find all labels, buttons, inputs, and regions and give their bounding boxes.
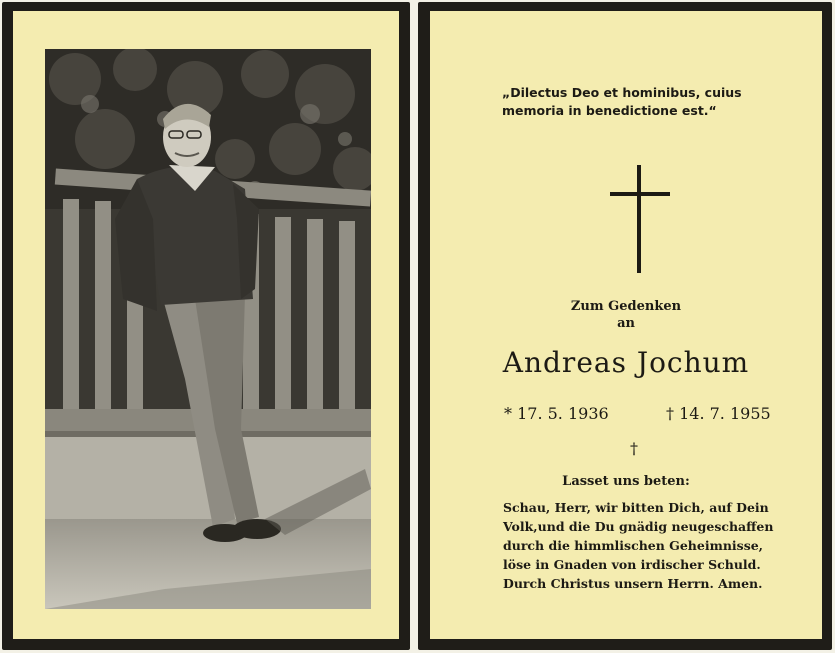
prayer-text <box>503 498 793 593</box>
quote-line: „Dilectus Deo et hominibus, cuius <box>502 85 742 100</box>
memorial-photo <box>45 49 371 609</box>
birth-date: * 17. 5. 1936 <box>504 404 609 423</box>
card-paper-left <box>13 11 399 639</box>
prayer-line: Schau, Herr, wir bitten Dich, auf Dein <box>503 500 769 515</box>
prayer-line: Durch Christus unsern Herrn. Amen. <box>503 576 763 591</box>
death-date: † 14. 7. 1955 <box>666 404 771 423</box>
photo-illustration <box>45 49 371 609</box>
prayer-title: Lasset uns beten: <box>562 474 690 489</box>
prayer-line: löse in Gnaden von irdischer Schuld. <box>503 557 761 572</box>
prayer-line: durch die himmlischen Geheimnisse, <box>503 538 764 553</box>
memorial-heading: Zum Gedenken <box>570 299 682 314</box>
memorial-card-left <box>2 2 410 650</box>
memorial-heading-an: an <box>617 316 635 331</box>
cross-icon <box>610 165 670 273</box>
deceased-name: Andreas Jochum <box>502 346 750 379</box>
memorial-card-right <box>418 2 832 650</box>
small-cross-icon: † <box>630 439 638 458</box>
prayer-line: Volk,und die Du gnädig neugeschaffen <box>503 519 774 534</box>
quote-line: memoria in benedictione est.“ <box>502 103 717 118</box>
card-paper-right <box>430 11 822 639</box>
latin-quote <box>502 84 792 120</box>
